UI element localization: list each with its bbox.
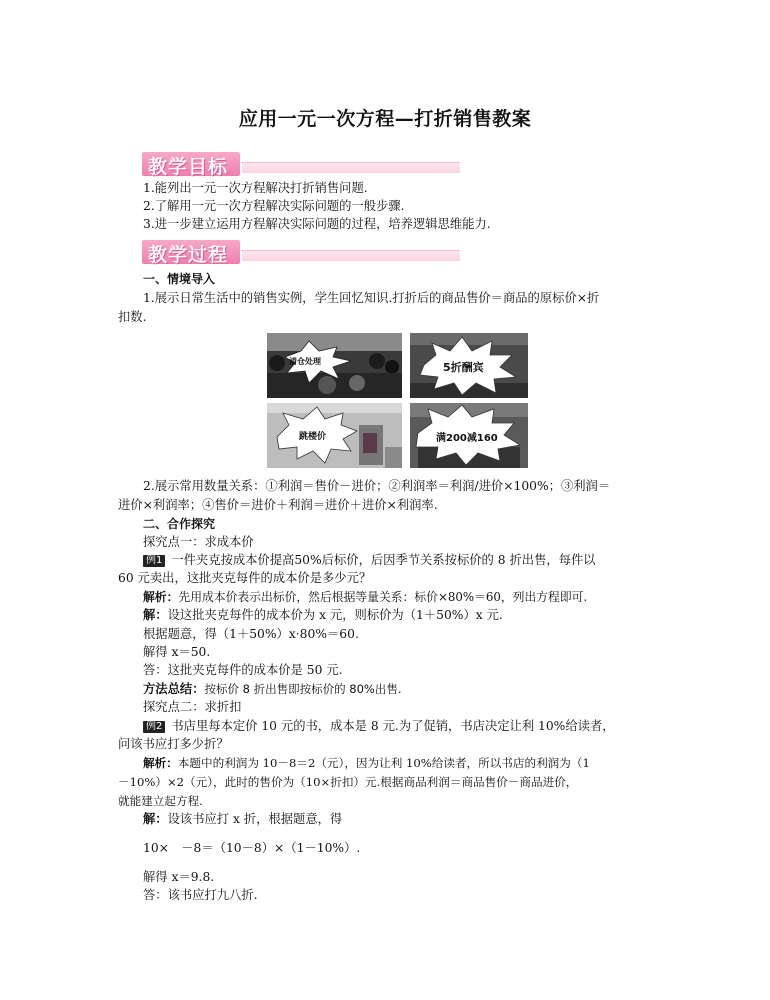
goal-item: 2.了解用一元一次方程解决实际问题的一般步骤. [143, 199, 405, 213]
photo-label: 满200减160 [436, 433, 498, 444]
sales-photo-clearance [267, 333, 402, 398]
summary-label: 方法总结： [143, 682, 205, 696]
answer-line: 答：该书应打九八折. [143, 888, 258, 902]
solution-label: 解： [143, 608, 168, 622]
jump-price-illustration [267, 403, 402, 468]
photo-label: 跳楼价 [299, 432, 327, 442]
analysis-line: 解析：先用成本价表示出标价，然后根据等量关系：标价×80%＝60，列出方程即可. [143, 590, 588, 604]
sales-photo-jump-price [267, 403, 402, 468]
example-2-line: 例2 书店里每本定价 10 元的书，成本是 8 元.为了促销，书店决定让利 10%给读者， [143, 718, 615, 734]
analysis-label: 解析： [143, 590, 179, 604]
method-summary-line: 方法总结：按标价 8 折出售即按标价的 80%出售. [143, 682, 402, 696]
paragraph-line: 问该书应打多少折？ [118, 737, 229, 751]
goal-item: 1.能列出一元一次方程解决打折销售问题. [143, 181, 368, 195]
crowd-illustration [267, 333, 402, 398]
solve-line: 解得 x＝50. [143, 645, 211, 659]
analysis-line: 解析：本题中的利润为 10－8＝2（元），因为让利 10%给读者，所以书店的利润为（1 [143, 756, 590, 770]
banner-decoration [242, 250, 460, 261]
paragraph-line: 2.展示常用数量关系：①利润＝售价－进价；②利润率＝利润/进价×100%；③利润＝ [143, 479, 611, 493]
section-heading-goals: 教学目标 [148, 156, 229, 178]
section-heading-process: 教学过程 [148, 244, 229, 266]
section-banner-goals [142, 150, 460, 178]
photo-label: 5折酬宾 [443, 361, 484, 374]
paragraph-line: 60 元卖出，这批夹克每件的成本价是多少元？ [118, 571, 372, 585]
paragraph-line: 1.展示日常生活中的销售实例，学生回忆知识.打折后的商品售价＝商品的原标价×折 [143, 291, 600, 305]
banner-decoration [242, 162, 460, 173]
example-badge: 例1 [143, 555, 165, 567]
paragraph-line: 就能建立起方程. [118, 794, 203, 808]
goal-item: 3.进一步建立运用方程解决实际问题的过程，培养逻辑思维能力. [143, 217, 491, 231]
answer-line: 答：这批夹克每件的成本价是 50 元. [143, 663, 343, 677]
explore-point-1: 探究点一：求成本价 [143, 535, 254, 549]
part2-heading: 二、合作探究 [143, 517, 216, 531]
solution-line: 解：设这批夹克每件的成本价为 x 元，则标价为（1＋50%）x 元. [143, 608, 503, 622]
solution-line: 解：设该书应打 x 折，根据题意，得 [143, 812, 343, 826]
solve-line: 解得 x＝9.8. [143, 870, 215, 884]
example-1-line: 例1 一件夹克按成本价提高50%后标价，后因季节关系按标价的 8 折出售，每件以 [143, 552, 596, 568]
explore-point-2: 探究点二：求折扣 [143, 700, 242, 714]
section-banner-process [142, 238, 460, 266]
paragraph-line: 进价×利润率；④售价＝进价＋利润＝进价＋进价×利润率. [118, 498, 438, 512]
solution-label: 解： [143, 812, 168, 826]
analysis-label: 解析： [143, 756, 178, 770]
paragraph-line: 扣数. [118, 310, 147, 324]
equation-line: 10× －8＝（10－8）×（1－10%）. [143, 841, 361, 855]
photo-label: 清仓处理 [289, 357, 321, 366]
sales-photo-half-price [410, 333, 528, 398]
page-title: 应用一元一次方程—打折销售教案 [238, 108, 532, 130]
example-badge: 例2 [143, 721, 165, 733]
part1-heading: 一、情境导入 [143, 272, 216, 286]
equation-line: 根据题意，得（1＋50%）x·80%＝60. [143, 627, 359, 641]
sales-photo-discount-deal [410, 403, 528, 468]
paragraph-line: －10%）×2（元），此时的售价为（10×折扣）元.根据商品利润＝商品售价－商品进价， [118, 775, 578, 789]
